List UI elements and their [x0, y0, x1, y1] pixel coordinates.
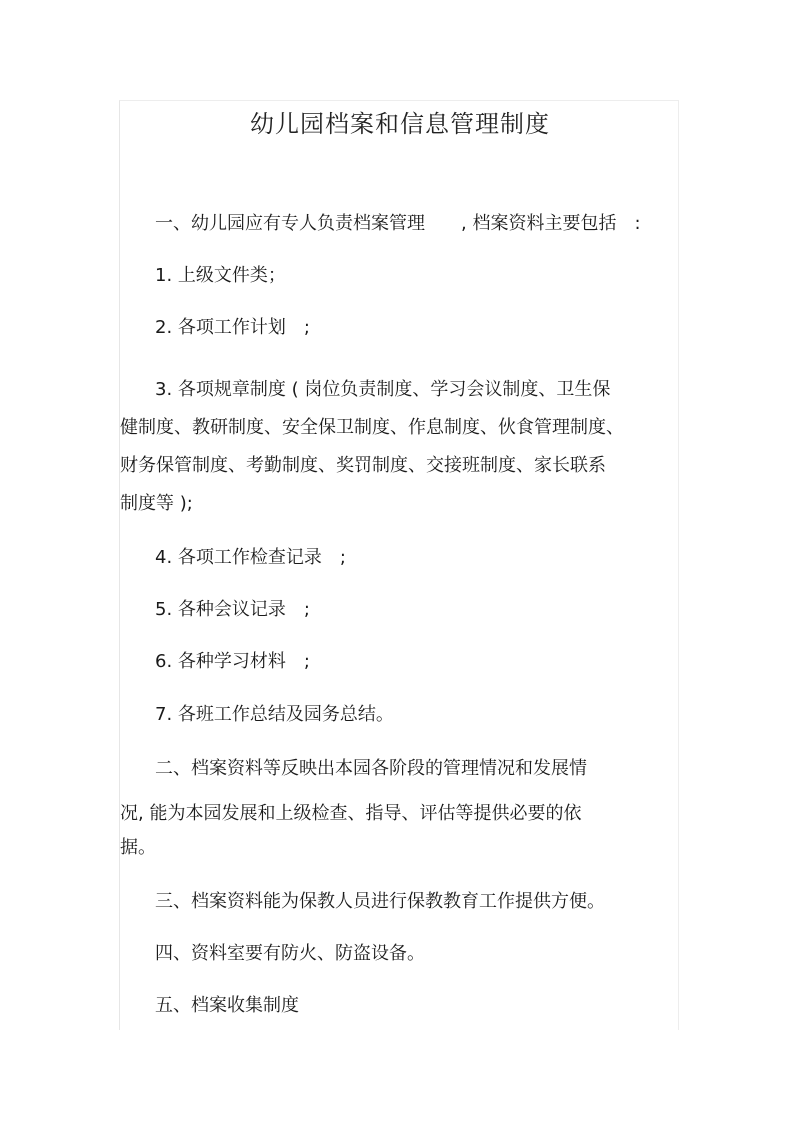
list-item: 5. 各种会议记录 ;: [155, 599, 310, 620]
paragraph-line: 四、资料室要有防火、防盗设备。: [155, 943, 425, 964]
paragraph-line: 财务保管制度、考勤制度、奖罚制度、交接班制度、家长联系: [120, 455, 606, 476]
paragraph-line: 二、档案资料等反映出本园各阶段的管理情况和发展情: [155, 758, 587, 779]
list-item: 7. 各班工作总结及园务总结。: [155, 704, 394, 725]
list-item: 1. 上级文件类；: [155, 265, 286, 286]
paragraph-line: 制度等 );: [120, 493, 193, 514]
list-item: 6. 各种学习材料 ;: [155, 651, 310, 672]
list-item: 2. 各项工作计划 ;: [155, 317, 310, 338]
paragraph-line: 一、幼儿园应有专人负责档案管理 , 档案资料主要包括 :: [155, 213, 641, 234]
paragraph-line: 况, 能为本园发展和上级检查、指导、评估等提供必要的依: [120, 803, 582, 824]
paragraph-line: 据。: [120, 837, 156, 858]
document-title: 幼儿园档案和信息管理制度: [250, 110, 550, 138]
paragraph-line: 三、档案资料能为保教人员进行保教教育工作提供方便。: [155, 891, 605, 912]
list-item: 3. 各项规章制度 ( 岗位负责制度、学习会议制度、卫生保: [155, 379, 611, 400]
list-item: 4. 各项工作检查记录 ;: [155, 547, 346, 568]
section-heading: 五、档案收集制度: [155, 995, 299, 1016]
paragraph-line: 健制度、教研制度、安全保卫制度、作息制度、伙食管理制度、: [120, 417, 624, 438]
